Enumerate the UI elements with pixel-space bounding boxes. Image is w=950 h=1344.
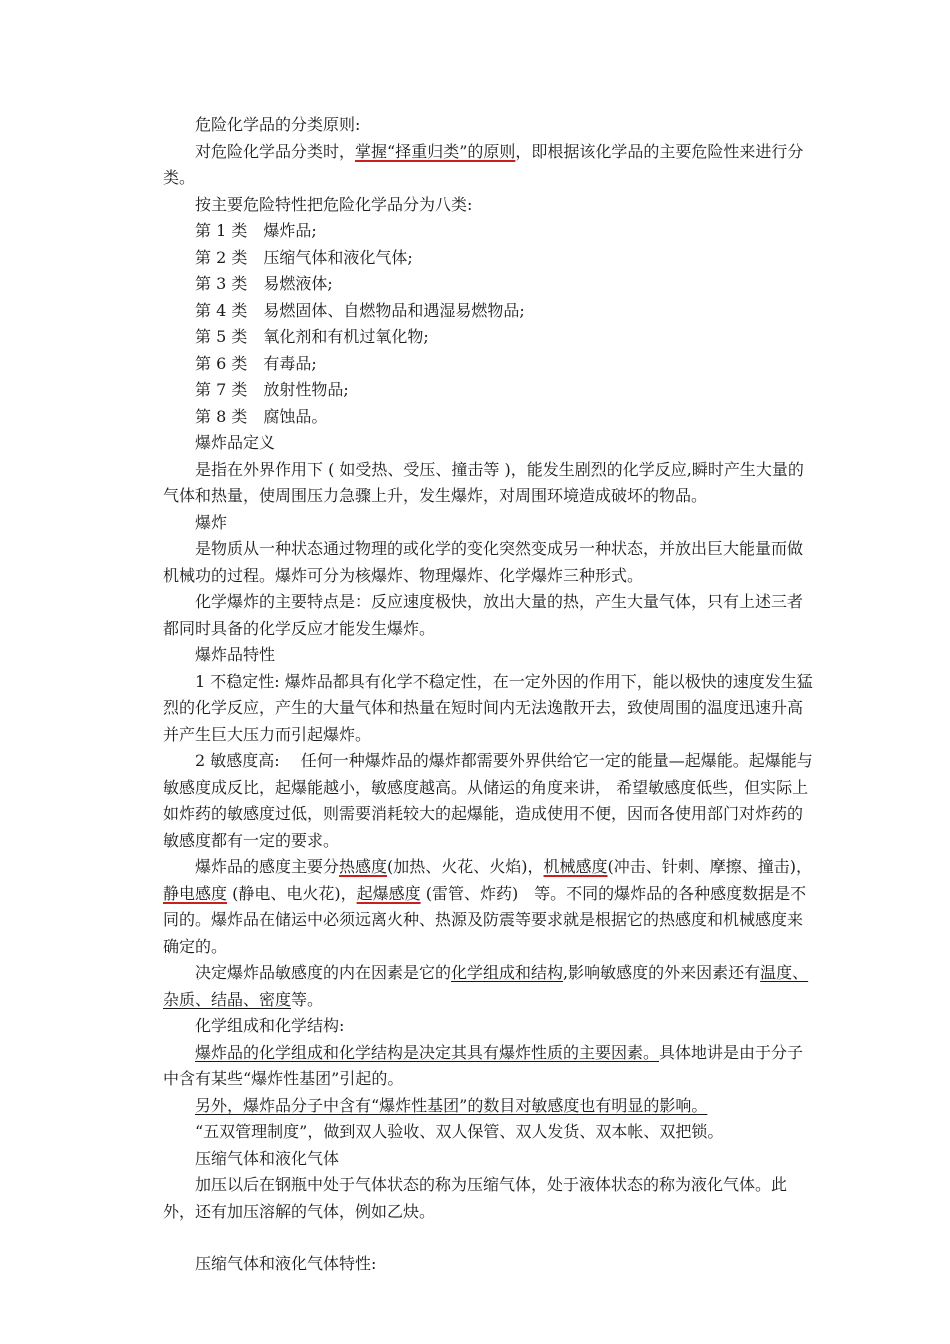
classification-heading	[163, 112, 813, 139]
instability-text	[163, 669, 813, 749]
text-run: 第 8 类 腐蚀品。	[195, 406, 328, 426]
text-run: 爆炸品特性	[195, 645, 276, 664]
text-run: 2 敏感度高: 任何一种爆炸品的爆炸都需要外界供给它一定的能量—起爆能。起爆能与敏感度成反比，起爆能越小，敏感度越高。从储运的角度来讲， 希望敏感度低些，但实际上如炸药的敏感度过低，则需要消耗较大的起爆能，造成使用不便，因而各使用部门对炸药的敏感度都有一定的要求。	[163, 751, 813, 850]
text-run: (冲击、针刺、摩擦、撞击)，	[607, 857, 813, 876]
class-6	[163, 351, 813, 378]
text-run: 第 1 类 爆炸品;	[195, 221, 317, 240]
chemical-explosion-text	[163, 589, 813, 642]
document-page	[163, 112, 813, 1278]
underlined-text: 机械感度	[543, 857, 608, 876]
text-run: (静电、电火花)，	[227, 883, 357, 903]
gas-text	[163, 1172, 813, 1225]
paragraph-gap	[163, 1225, 813, 1251]
text-run: 加压以后在钢瓶中处于气体状态的称为压缩气体，处于液体状态的称为液化气体。此外，还有加压溶解的气体，例如乙炔。	[163, 1175, 788, 1221]
class-5	[163, 324, 813, 351]
text-run: 化学组成和化学结构:	[195, 1016, 345, 1035]
principle-text	[163, 139, 813, 192]
text-run: 爆炸品定义	[195, 433, 276, 452]
text-run: 具体地讲是由于分子中含有某些“爆炸性基团”引起的。	[163, 1042, 804, 1088]
text-run: 第 2 类 压缩气体和液化气体;	[195, 247, 413, 267]
eight-classes-intro	[163, 192, 813, 219]
underlined-text: 化学组成和结构	[451, 963, 564, 982]
text-run: 是物质从一种状态通过物理的或化学的变化突然变成另一种状态，并放出巨大能量而做机械功的过程。爆炸可分为核爆炸、物理爆炸、化学爆炸三种形式。	[163, 539, 804, 585]
class-2	[163, 245, 813, 272]
text-run: 第 7 类 放射性物品;	[195, 380, 349, 399]
sensitivity-types-text	[163, 854, 813, 960]
class-4	[163, 298, 813, 325]
class-3	[163, 271, 813, 298]
underlined-text: 温度、杂质、结晶、密度	[163, 963, 809, 1009]
text-run: 化学爆炸的主要特点是：反应速度极快，放出大量的热，产生大量气体，只有上述三者都同时具备的化学反应才能发生爆炸。	[163, 592, 804, 638]
text-run: ，即根据该化学品的主要危险性来进行分类。	[163, 141, 804, 187]
sensitivity-text	[163, 748, 813, 854]
composition-text	[163, 1040, 813, 1093]
underlined-text: 热感度	[339, 857, 388, 876]
text-run: ,影响敏感度的外来因素还有	[563, 963, 761, 982]
underlined-text: 另外，爆炸品分子中含有“爆炸性基团”的数目对敏感度也有明显的影响。	[195, 1095, 708, 1115]
gas-properties-heading	[163, 1251, 813, 1278]
text-run: (雷管、炸药) 等。不同的爆炸品的各种感度数据是不同的。爆炸品在储运中必须远离火种、热源及防震等要求就是根据它的热感度和机械感度来确定的。	[163, 883, 807, 956]
text-run: 第 4 类 易燃固体、自燃物品和遇湿易燃物品;	[195, 300, 525, 320]
explosion-text	[163, 536, 813, 589]
underlined-text: 爆炸品的化学组成和化学结构是决定其具有爆炸性质的主要因素。	[195, 1042, 660, 1062]
text-run: 压缩气体和液化气体特性:	[195, 1254, 377, 1273]
class-8	[163, 404, 813, 431]
text-run: 爆炸品的感度主要分	[195, 857, 340, 876]
text-run: 第 3 类 易燃液体;	[195, 274, 333, 293]
groups-text	[163, 1093, 813, 1120]
gas-heading	[163, 1146, 813, 1173]
class-1	[163, 218, 813, 245]
class-7	[163, 377, 813, 404]
text-run: 决定爆炸品敏感度的内在因素是它的	[195, 963, 452, 982]
text-run: 1 不稳定性: 爆炸品都具有化学不稳定性，在一定外因的作用下，能以极快的速度发生猛烈的化学反应，产生的大量气体和热量在短时间内无法逸散开去，致使周围的温度迅速升高并产生巨大压力而引起爆炸。	[163, 671, 813, 744]
composition-heading	[163, 1013, 813, 1040]
properties-heading	[163, 642, 813, 669]
explosion-heading	[163, 510, 813, 537]
underlined-text: 起爆感度	[356, 883, 421, 903]
factors-text	[163, 960, 813, 1013]
text-run: 危险化学品的分类原则:	[195, 115, 361, 134]
explosive-def-heading	[163, 430, 813, 457]
underlined-text: 掌握“择重归类”的原则	[355, 141, 516, 161]
explosive-def-text	[163, 457, 813, 510]
text-run: 等。	[291, 989, 324, 1009]
text-run: 是指在外界作用下 ( 如受热、受压、撞击等 )，能发生剧烈的化学反应,瞬时产生大量的气体和热量，使周围压力急骤上升，发生爆炸，对周围环境造成破坏的物品。	[163, 459, 804, 505]
text-run: “五双管理制度”，做到双人验收、双人保管、双人发货、双本帐、双把锁。	[195, 1122, 724, 1141]
text-run: 第 6 类 有毒品;	[195, 353, 317, 373]
text-run: 第 5 类 氧化剂和有机过氧化物;	[195, 327, 429, 346]
text-run: 爆炸	[195, 512, 228, 532]
text-run: 压缩气体和液化气体	[195, 1148, 340, 1168]
five-double-text	[163, 1119, 813, 1146]
underlined-text: 静电感度	[163, 883, 228, 903]
text-run: 对危险化学品分类时，	[195, 141, 356, 161]
text-run: 按主要危险特性把危险化学品分为八类:	[195, 194, 473, 214]
text-run: (加热、火花、火焰)，	[387, 857, 544, 876]
